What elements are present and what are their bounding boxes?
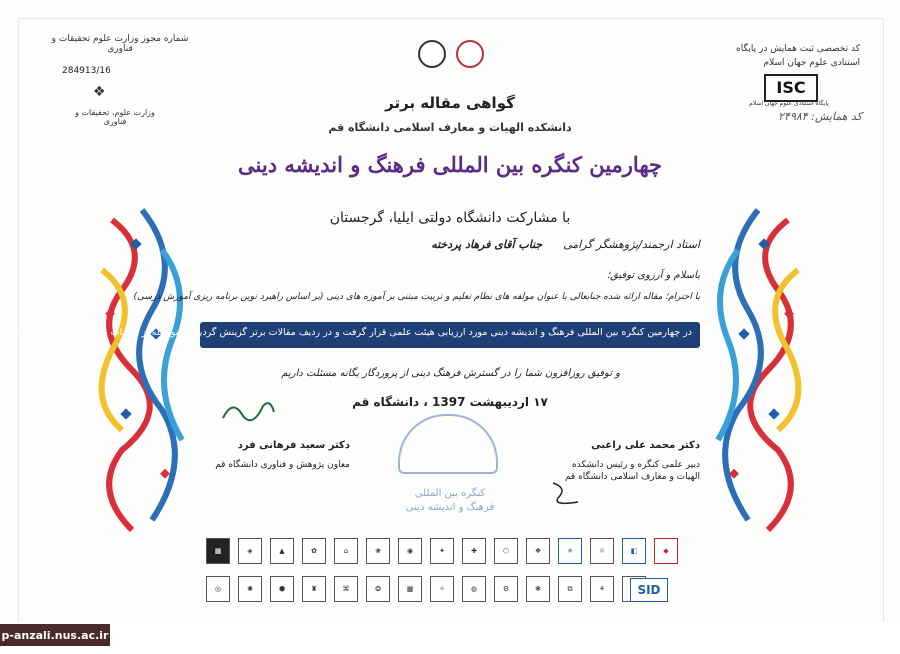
isc-logo-caption: پایگاه استنادی علوم جهان اسلام [749, 100, 829, 107]
left-ornament [92, 210, 202, 540]
faculty-logo-icon [456, 40, 484, 68]
sponsor-logo-icon: ⌂ [334, 538, 358, 564]
sponsor-logo-icon: ▲ [270, 538, 294, 564]
sponsor-logo-icon: ❖ [526, 538, 550, 564]
sponsor-logo-icon: ✚ [462, 538, 486, 564]
left-signer-name: دکتر سعید فرهانی فرد [237, 440, 350, 451]
left-signature-icon [218, 398, 278, 428]
sid-logo: SID [630, 578, 668, 602]
sponsor-logo-icon: ♜ [302, 576, 326, 602]
sponsor-logo-icon: ⌘ [334, 576, 358, 602]
sponsor-logos-row-1 [206, 538, 678, 564]
sponsor-logo-icon: ❃ [526, 576, 550, 602]
highlight-line: در چهارمین کنگره بین المللی فرهنگ و اندیشه دینی مورد ارزیابی هیئت علمی قرار گرفت و در ردیف مقالات برتر گزینش گردید. بدینوسیله از زحمات جنابعالی تقدیر می نماید [13, 327, 692, 338]
recipient-title: استاد ارجمند/پژوهشگر گرامی [563, 238, 700, 251]
sponsor-logo-icon: ✺ [238, 576, 262, 602]
congress-name: چهارمین کنگره بین المللی فرهنگ و اندیشه دینی [238, 152, 662, 177]
sponsor-logo-icon: ⬡ [494, 538, 518, 564]
right-signature-icon [548, 478, 588, 508]
license-label: شماره مجوز وزارت علوم تحقیقات و فناوری [51, 34, 189, 54]
certificate-title: گواهی مقاله برتر [385, 94, 515, 112]
right-ornament [698, 210, 808, 540]
sponsor-logo-icon: ✧ [430, 576, 454, 602]
ministry-name: وزارت علوم، تحقیقات و فناوری [75, 108, 155, 126]
partner-line: با مشارکت دانشگاه دولتی ایلیا، گرجستان [329, 210, 571, 226]
university-logo-icon [418, 40, 446, 68]
license-number: 284913/16 [62, 66, 111, 76]
sponsor-logo-icon: ▩ [398, 576, 422, 602]
sponsor-logo-icon: ✿ [302, 538, 326, 564]
right-signer-role-2: الهیات و معارف اسلامی دانشگاه قم [564, 472, 700, 482]
handwritten-code: کد همایش: ۲۴۹۸۴ [778, 110, 862, 123]
closing-line: و توفیق روزافزون شما را در گسترش فرهنگ دینی از پروردگار یگانه مسئلت داریم [281, 368, 620, 379]
stamp-line2: فرهنگ و اندیشه دینی [405, 502, 495, 513]
isc-logo: ISC [764, 74, 818, 102]
site-watermark[interactable]: p-anzali.nus.ac.ir [0, 624, 110, 646]
sponsor-logo-icon: ❀ [366, 538, 390, 564]
greeting: باسلام و آرزوی توفیق؛ [606, 270, 700, 281]
sponsor-logo-icon: ◈ [238, 538, 262, 564]
body-line: با احترام؛ مقاله ارائه شده جنابعالی با عنوان مولفه های نظام تعلیم و تربیت مبتنی بر آموزه های دینی (بر اساس راهبرد نوین برنامه ریزی آموزش درسی) [133, 292, 700, 302]
ministry-emblem-icon: ❖ [93, 84, 106, 100]
sponsor-logo-icon: ⬢ [270, 576, 294, 602]
sponsor-logo-icon: ✳ [558, 538, 582, 564]
sponsor-logo-icon: ✦ [430, 538, 454, 564]
sponsor-logo-icon: ☼ [590, 538, 614, 564]
recipient-line [200, 238, 700, 251]
sponsor-logo-icon: ◆ [654, 538, 678, 564]
sponsor-logo-icon: ◎ [206, 576, 230, 602]
sponsor-logo-icon: ⚘ [590, 576, 614, 602]
sponsor-logos-row-2 [206, 576, 646, 602]
sponsor-logo-icon: ◉ [398, 538, 422, 564]
footer-bar [0, 622, 900, 654]
sponsor-logo-icon: ⧉ [558, 576, 582, 602]
faculty-name: دانشکده الهیات و معارف اسلامی دانشگاه قم [328, 121, 572, 134]
sponsor-logo-icon: ▦ [206, 538, 230, 564]
isc-caption-line2: استنادی علوم جهان اسلام [763, 58, 860, 68]
sponsor-logo-icon: ◧ [622, 538, 646, 564]
left-signer-role: معاون پژوهش و فناوری دانشگاه قم [215, 460, 350, 470]
right-signer-name: دکتر محمد علی راغبی [591, 440, 700, 451]
right-signer-role-1: دبیر علمی کنگره و رئیس دانشکده [571, 460, 700, 470]
isc-caption-line1: کد تخصصی ثبت همایش در پایگاه [735, 44, 860, 54]
sponsor-logo-icon: ◍ [462, 576, 486, 602]
date-line: ۱۷ اردیبهشت 1397 ، دانشگاه قم [352, 395, 548, 409]
sponsor-logo-icon: ⚙ [494, 576, 518, 602]
stamp-line1: کنگره بین المللی [414, 488, 486, 499]
sponsor-logo-icon: ❂ [366, 576, 390, 602]
recipient-name: جناب آقای فرهاد پردخته [431, 238, 543, 251]
